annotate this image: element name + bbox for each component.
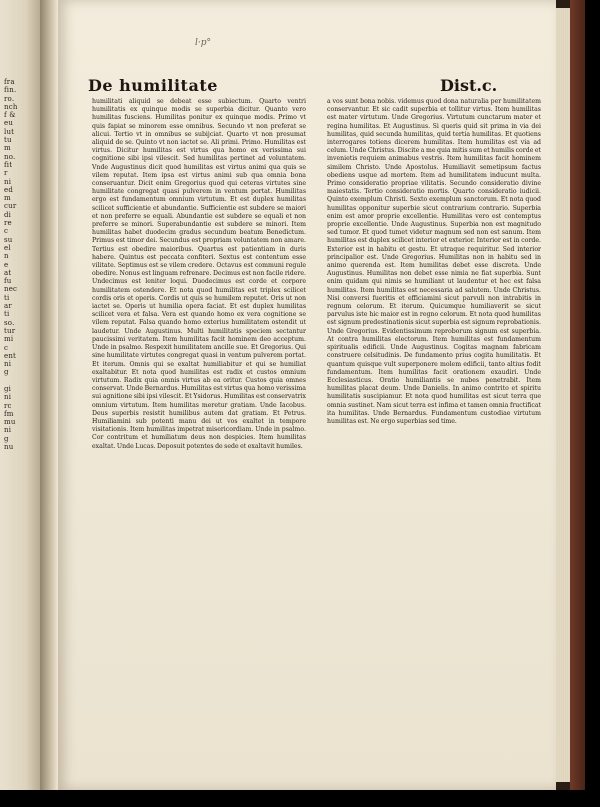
cover-edge [570,0,585,790]
left-page-text-fragments: fra fin. ro. nch f & eu lut tu m no. fit r ni ed m cur di re c su el n e at fu nec ti ar ti so. tur mi c ent ni g gi ni rc fm mu ni g nu [4,78,18,452]
folio-mark: l·p° [195,38,212,48]
running-head-distinction: Dist.c. [440,76,498,95]
background-strip [40,792,570,807]
running-head-title: De humilitate [88,76,218,95]
column-text: a vos sunt bona nobis. videmus quod dona naturalia per humilitatem conservantur. Et sic cadit superbia et tollitur virtus. Item humilitas est mater virtutum. Unde Gregorius. Virtutum cunctarum mater et regina humilitas. Et Augustinus. Si queris quid sit prima in via dei humilitas, quid secunda humilitas, quid tertia humilitas. Et quotiens interrogares totiens dicerem humilitas. Item humilitas est via ad celum. Unde Christus. Discite a me quia mitis sum et humilis corde et invenietis requiem animabus vestris. Item humilitas facit hominem similem Christo. Unde Apostolus. Humiliavit semetipsum factus obediens usque ad mortem. Item ad humilitatem inducunt multa. Primo consideratio propriae vilitatis. Secundo consideratio divine maiestatis. Tertio consideratio mortis. Quarto consideratio iudicii. Quinto exemplum Christi. Sexto exemplum sanctorum. Et nota quod humilitas opponitur superbie sicut contrarium contrario. Superbia enim est amor proprie excellentie. Humilitas vero est contemptus proprie excellentie. Unde Augustinus. Superbia non est magnitudo sed tumor. Et quod tumet videtur magnum sed non est sanum. Item humilitas est duplex scilicet interior et exterior. Interior est in corde. Exterior est in habitu et gestu. Et utraque requiritur. Sed interior principalior est. Unde Gregorius. Humilitas non in habitu sed in animo querenda est. Item humilitas debet esse discreta. Unde Augustinus. Humilitas non debet esse nimia ne fiat superbia. Sunt enim quidam qui nimis se humiliant ut laudentur et hec est falsa humilitas. Item humilitas est necessaria ad salutem. Unde Christus. Nisi conversi fueritis et efficiamini sicut parvuli non intrabitis in regnum celorum. Et iterum. Quicumque humiliaverit se sicut parvulus iste hic maior est in regno celorum. Et nota quod humilitas est signum predestinationis sicut superbia est signum reprobationis. Unde Gregorius. Evidentissimum reproborum signum est superbia. At contra humilitas electorum. Item humilitas est fundamentum spiritualis edificii. Unde Augustinus. Cogitas magnam fabricam construere celsitudinis. De fundamento prius cogita humilitatis. Et quantum quisque vult superponere molem edificii, tanto altius fodit fundamentum. Item humilitas facit orationem exaudiri. Unde Ecclesiasticus. Oratio humiliantis se nubes penetrabit. Item humilitas placat deum. Unde Danielis. In animo contrito et spiritu humilitatis suscipiamur. Et nota quod humilitas est sicut terra que omnia sustinet. Nam sicut terra est infima et tamen omnia fructificat ita humilitas. Unde Bernardus. Fundamentum custodiae virtutum humilitas est. Ne ergo superbias sed time. [327,98,541,425]
page-edges [556,8,570,782]
left-page [0,0,40,790]
column-text: humilitati aliquid se debeat esse subiectum. Quarto ventri humilitatis ex quinque modis se superbia dicitur. Quanto vero humilitas fusciens. Humilitas ponitur ex quinque modis. Primo vt quis fapiat se minorem esse omnibus. Secundo vt non preferat se alicui. Tertio vt in omnibus se subijciat. Quarto vt non presumat aliquid de se. Quinto vt non iactet se. Ali primi. Primo. Humilitas est virtus. Dicitur humilitas est virtus qua homo ex verissima sui cognitione sibi ipsi vilescit. Sed humilitas pertinet ad voluntatem. Vnde Augustinus dicit quod humilitas est virtus animi qua quis se vilem reputat. Item ipsa est virtus animi sub qua omnia bona conseruantur. Dicit enim Gregorius quod qui ceteras virtutes sine humilitate congregat quasi pulverem in ventum portat. Humilitas ergo est fundamentum omnium virtutum. Et est duplex humilitas scilicet sufficientie et abundantie. Sufficientie est subdere se maiori et non preferre se equali. Abundantie est subdere se equali et non preferre se minori. Superabundantie est subdere se minori. Item humilitas habet duodecim gradus secundum beatum Benedictum. Primus est timor dei. Secundus est propriam voluntatem non amare. Tertius est obedire maioribus. Quartus est patientiam in duris habere. Quintus est peccata confiteri. Sextus est contentum esse vilitate. Septimus est se vilem credere. Octavus est communi regule obedire. Nonus est linguam refrenare. Decimus est non facile ridere. Undecimus est leniter loqui. Duodecimus est corde et corpore humilitatem ostendere. Et nota quod humilitas est triplex scilicet cordis oris et operis. Cordis ut quis se humilem reputet. Oris ut non iactet se. Operis ut humilia opera faciat. Et est duplex humilitas scilicet vera et falsa. Vera est quando homo ex vera cognitione se vilem reputat. Falsa quando homo exterius humilitatem ostendit ut laudetur. Unde Augustinus. Multi humilitatis speciem sectantur paucissimi veritatem. Item humilitas facit hominem deo acceptum. Unde in psalmo. Respexit humilitatem ancille sue. Et Gregorius. Qui sine humilitate virtutes congregat quasi in ventum pulverem portat. Et iterum. Omnis qui se exaltat humiliabitur et qui se humiliat exaltabitur. Et nota quod humilitas est radix et custos omnium virtutum. Radix quia omnis virtus ab ea oritur. Custos quia omnes conservat. Unde Bernardus. Humilitas est virtus qua homo verissima sui agnitione sibi ipsi vilescit. Et Ysidorus. Humilitas est conservatrix omnium virtutum. Item humilitas meretur gratiam. Unde Iacobus. Deus superbis resistit humilibus autem dat gratiam. Et Petrus. Humiliamini sub potenti manu dei ut vos exaltet in tempore visitationis. Item humilitas impetrat misericordiam. Unde in psalmo. Cor contritum et humiliatum deus non despicies. Item humilitas exaltat. Unde Lucas. Deposuit potentes de sede et exaltavit humiles. [92,98,306,450]
text-column-right [327,98,541,758]
book-gutter [40,0,58,790]
text-column-left [92,98,306,758]
